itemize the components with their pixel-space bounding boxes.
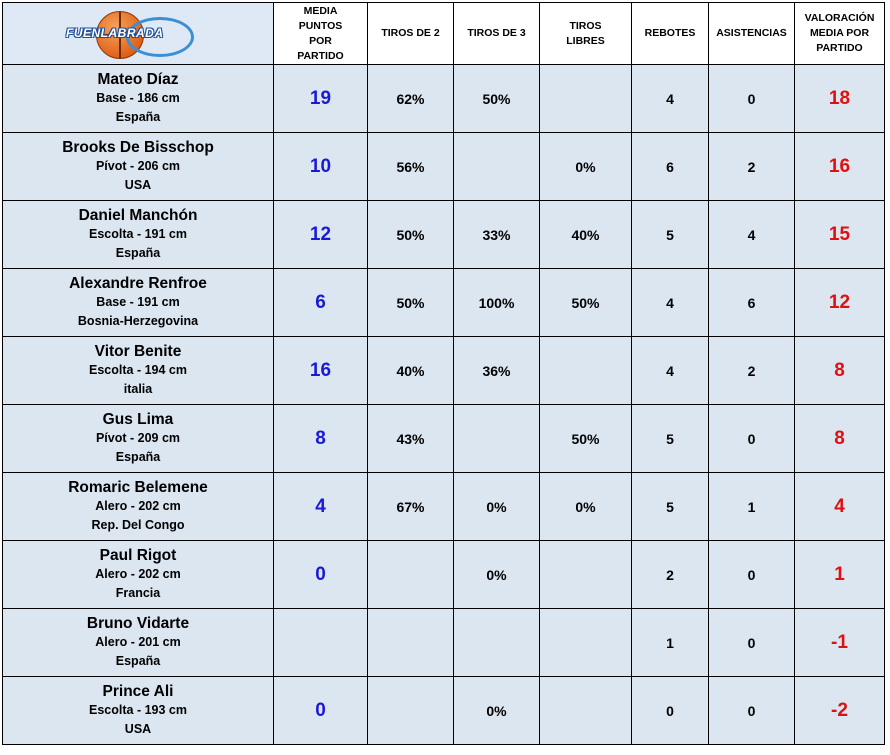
table-row	[3, 609, 885, 677]
player-country: España	[115, 450, 161, 464]
points-cell: 12	[274, 201, 368, 269]
player-cell	[3, 133, 274, 201]
valoracion-cell: 8	[795, 337, 885, 405]
points-cell	[274, 609, 368, 677]
col-header-assists: ASISTENCIAS	[709, 3, 795, 65]
points-cell: 10	[274, 133, 368, 201]
valoracion-cell: 12	[795, 269, 885, 337]
points-cell: 4	[274, 473, 368, 541]
rebounds-cell: 5	[632, 405, 709, 473]
rebounds-cell: 4	[632, 337, 709, 405]
t3-cell: 33%	[454, 201, 540, 269]
rebounds-cell: 4	[632, 65, 709, 133]
player-country: España	[115, 246, 161, 260]
t2-cell	[368, 677, 454, 745]
table-row	[3, 337, 885, 405]
t3-cell: 0%	[454, 677, 540, 745]
table-row	[3, 201, 885, 269]
t2-cell: 40%	[368, 337, 454, 405]
player-country: España	[115, 110, 161, 124]
t3-cell: 36%	[454, 337, 540, 405]
player-cell	[3, 405, 274, 473]
valoracion-cell: 4	[795, 473, 885, 541]
col-header-t3: TIROS DE 3	[454, 3, 540, 65]
table-row	[3, 541, 885, 609]
table-row	[3, 677, 885, 745]
points-cell: 16	[274, 337, 368, 405]
player-country: italia	[123, 382, 153, 396]
tl-cell: 0%	[540, 473, 632, 541]
player-position-height: Alero - 202 cm	[95, 567, 181, 581]
table-row	[3, 473, 885, 541]
assists-cell: 1	[709, 473, 795, 541]
col-header-rebounds: REBOTES	[632, 3, 709, 65]
points-cell: 6	[274, 269, 368, 337]
t3-cell	[454, 405, 540, 473]
t2-cell: 67%	[368, 473, 454, 541]
player-country: Rep. Del Congo	[91, 518, 185, 532]
logo-wordmark: FUENLABRADA	[66, 25, 164, 40]
player-cell	[3, 269, 274, 337]
assists-cell: 0	[709, 65, 795, 133]
fuenlabrada-logo	[58, 9, 218, 59]
valoracion-cell: 8	[795, 405, 885, 473]
col-header-t2: TIROS DE 2	[368, 3, 454, 65]
player-position-height: Pívot - 209 cm	[95, 431, 181, 445]
tl-cell	[540, 609, 632, 677]
assists-cell: 6	[709, 269, 795, 337]
valoracion-cell: 15	[795, 201, 885, 269]
assists-cell: 2	[709, 133, 795, 201]
stats-table	[2, 2, 885, 745]
player-name: Paul Rigot	[99, 547, 177, 564]
t3-cell: 50%	[454, 65, 540, 133]
player-name: Mateo Díaz	[97, 71, 179, 88]
rebounds-cell: 0	[632, 677, 709, 745]
valoracion-cell: 16	[795, 133, 885, 201]
valoracion-cell: -2	[795, 677, 885, 745]
points-cell: 0	[274, 677, 368, 745]
tl-cell	[540, 541, 632, 609]
player-cell	[3, 65, 274, 133]
tl-cell: 50%	[540, 405, 632, 473]
header-row	[3, 3, 885, 65]
player-position-height: Escolta - 191 cm	[89, 227, 187, 241]
rebounds-cell: 1	[632, 609, 709, 677]
valoracion-cell: -1	[795, 609, 885, 677]
tl-cell: 40%	[540, 201, 632, 269]
t2-cell: 50%	[368, 201, 454, 269]
table-row	[3, 65, 885, 133]
valoracion-cell: 1	[795, 541, 885, 609]
t2-cell: 56%	[368, 133, 454, 201]
player-name: Daniel Manchón	[78, 207, 198, 224]
player-position-height: Escolta - 193 cm	[89, 703, 187, 717]
t3-cell	[454, 133, 540, 201]
player-name: Bruno Vidarte	[86, 615, 190, 632]
rebounds-cell: 2	[632, 541, 709, 609]
tl-cell	[540, 337, 632, 405]
assists-cell: 2	[709, 337, 795, 405]
rebounds-cell: 6	[632, 133, 709, 201]
logo-cell	[3, 3, 274, 65]
t2-cell: 62%	[368, 65, 454, 133]
player-country: Bosnia-Herzegovina	[77, 314, 199, 328]
rebounds-cell: 4	[632, 269, 709, 337]
player-name: Prince Ali	[102, 683, 174, 700]
table-row	[3, 133, 885, 201]
assists-cell: 4	[709, 201, 795, 269]
player-name: Gus Lima	[102, 411, 174, 428]
player-position-height: Alero - 201 cm	[95, 635, 181, 649]
t3-cell: 0%	[454, 541, 540, 609]
player-cell	[3, 541, 274, 609]
assists-cell: 0	[709, 541, 795, 609]
player-position-height: Base - 186 cm	[96, 91, 180, 105]
rebounds-cell: 5	[632, 473, 709, 541]
tl-cell	[540, 677, 632, 745]
player-cell	[3, 337, 274, 405]
assists-cell: 0	[709, 677, 795, 745]
assists-cell: 0	[709, 405, 795, 473]
col-header-valoracion: VALORACIÓN MEDIA POR PARTIDO	[795, 3, 885, 65]
tl-cell: 50%	[540, 269, 632, 337]
player-position-height: Base - 191 cm	[96, 295, 180, 309]
points-cell: 0	[274, 541, 368, 609]
player-name: Brooks De Bisschop	[62, 139, 214, 156]
player-position-height: Alero - 202 cm	[95, 499, 181, 513]
player-cell	[3, 609, 274, 677]
tl-cell: 0%	[540, 133, 632, 201]
points-cell: 8	[274, 405, 368, 473]
col-header-points: MEDIA PUNTOS POR PARTIDO	[274, 3, 368, 65]
player-cell	[3, 677, 274, 745]
t3-cell: 0%	[454, 473, 540, 541]
player-position-height: Pívot - 206 cm	[95, 159, 181, 173]
player-position-height: Escolta - 194 cm	[89, 363, 187, 377]
player-country: USA	[124, 178, 152, 192]
valoracion-cell: 18	[795, 65, 885, 133]
rebounds-cell: 5	[632, 201, 709, 269]
player-cell	[3, 473, 274, 541]
t2-cell: 50%	[368, 269, 454, 337]
table-row	[3, 269, 885, 337]
t2-cell	[368, 609, 454, 677]
t2-cell	[368, 541, 454, 609]
assists-cell: 0	[709, 609, 795, 677]
t3-cell: 100%	[454, 269, 540, 337]
player-cell	[3, 201, 274, 269]
points-cell: 19	[274, 65, 368, 133]
player-country: USA	[124, 722, 152, 736]
t3-cell	[454, 609, 540, 677]
player-country: España	[115, 654, 161, 668]
player-country: Francia	[115, 586, 161, 600]
player-name: Alexandre Renfroe	[69, 275, 207, 292]
t2-cell: 43%	[368, 405, 454, 473]
player-name: Romaric Belemene	[68, 479, 208, 496]
col-header-tl: TIROS LIBRES	[540, 3, 632, 65]
player-name: Vitor Benite	[94, 343, 182, 360]
table-row	[3, 405, 885, 473]
tl-cell	[540, 65, 632, 133]
